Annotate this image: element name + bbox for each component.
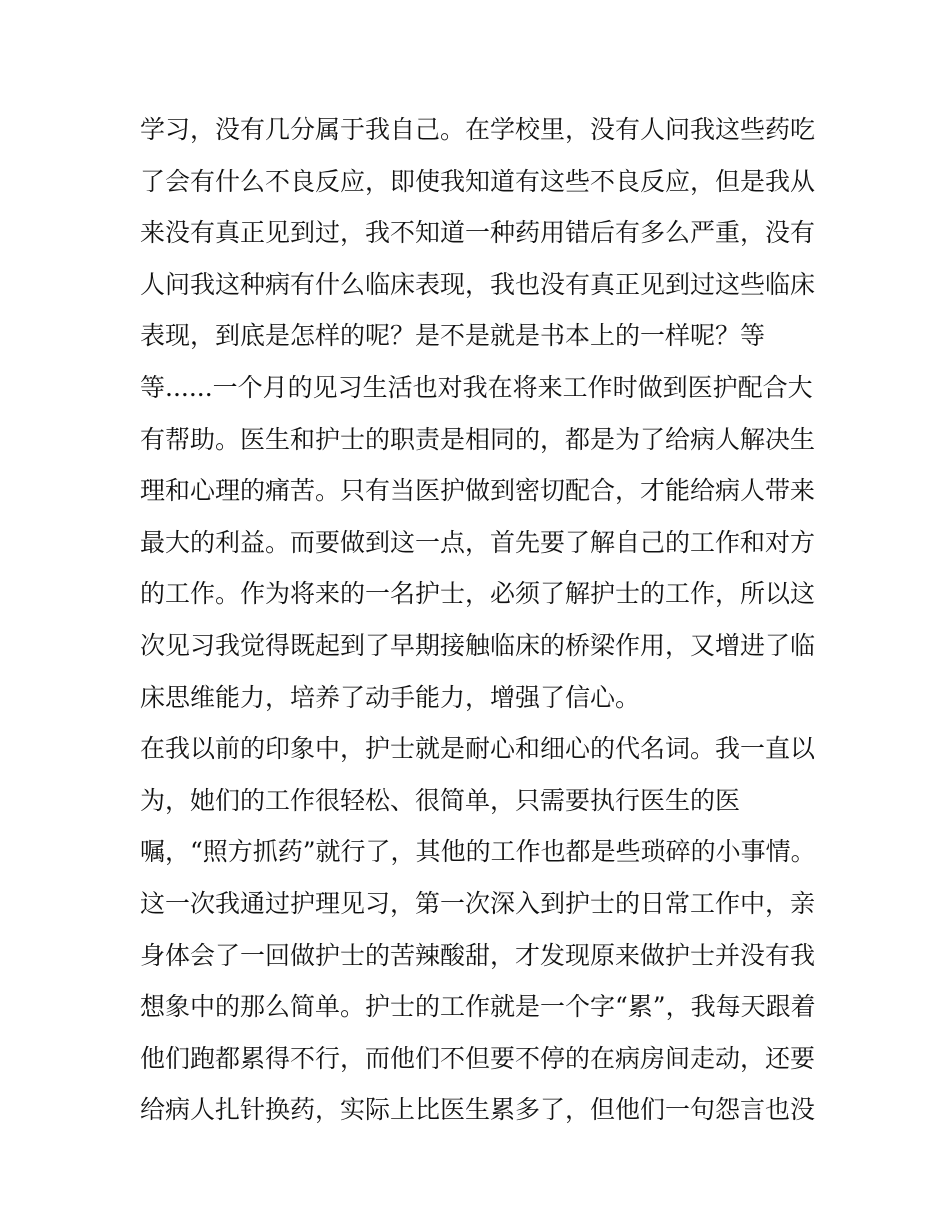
text-line: 这一次我通过护理见习，第一次深入到护士的日常工作中，亲 — [140, 888, 816, 918]
text-line: 嘱，“照方抓药”就行了，其他的工作也都是些琐碎的小事情。 — [140, 837, 816, 867]
text-line: 次见习我觉得既起到了早期接触临床的桥梁作用，又增进了临 — [140, 630, 816, 660]
text-line: 给病人扎针换药，实际上比医生累多了，但他们一句怨言也没 — [140, 1095, 816, 1125]
text-line: 来没有真正见到过，我不知道一种药用错后有多么严重，没有 — [140, 218, 816, 248]
text-line: 理和心理的痛苦。只有当医护做到密切配合，才能给病人带来 — [140, 476, 816, 506]
text-line: 身体会了一回做护士的苦辣酸甜，才发现原来做护士并没有我 — [140, 940, 816, 970]
text-line: 的工作。作为将来的一名护士，必须了解护士的工作，所以这 — [140, 579, 816, 609]
text-line: 表现，到底是怎样的呢？是不是就是书本上的一样呢？等 — [140, 321, 766, 351]
text-line: 最大的利益。而要做到这一点，首先要了解自己的工作和对方 — [140, 527, 816, 557]
text-line: 想象中的那么简单。护士的工作就是一个字“累”，我每天跟着 — [140, 992, 816, 1022]
text-line: 学习，没有几分属于我自己。在学校里，没有人问我这些药吃 — [140, 115, 816, 144]
text-line: 床思维能力，培养了动手能力，增强了信心。 — [140, 682, 641, 712]
text-line: 在我以前的印象中，护士就是耐心和细心的代名词。我一直以 — [140, 734, 816, 764]
text-line: 了会有什么不良反应，即使我知道有这些不良反应，但是我从 — [140, 166, 816, 196]
text-line: 有帮助。医生和护士的职责是相同的，都是为了给病人解决生 — [140, 424, 816, 454]
text-line: 他们跑都累得不行，而他们不但要不停的在病房间走动，还要 — [140, 1043, 816, 1073]
body-text — [140, 104, 820, 1136]
text-line: 为，她们的工作很轻松、很简单，只需要执行医生的医 — [140, 785, 741, 815]
text-line: 等......一个月的见习生活也对我在将来工作时做到医护配合大 — [140, 372, 813, 402]
text-line: 人问我这种病有什么临床表现，我也没有真正见到过这些临床 — [140, 269, 816, 299]
